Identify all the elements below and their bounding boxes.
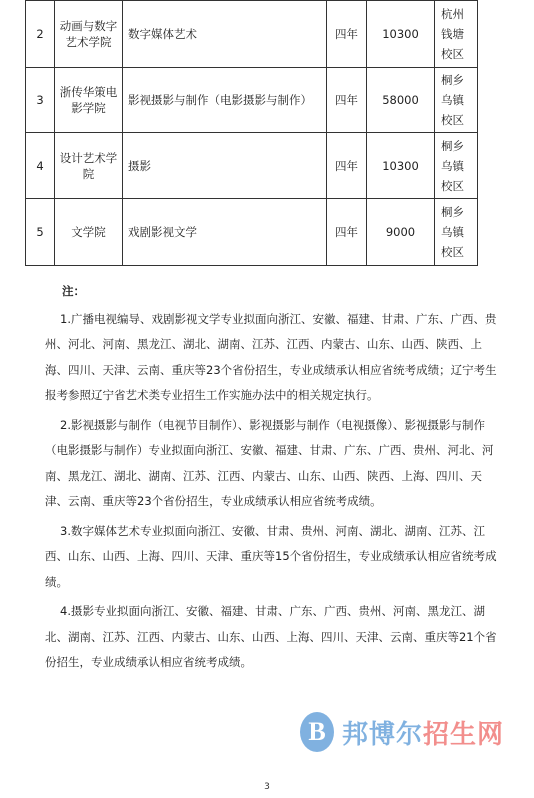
campus: 杭州钱塘校区 xyxy=(435,1,478,68)
major-name: 戏剧影视文学 xyxy=(123,199,327,266)
college-name: 设计艺术学院 xyxy=(55,133,123,199)
table-row xyxy=(26,68,478,133)
college-name: 文学院 xyxy=(55,199,123,266)
tuition-fee: 10300 xyxy=(367,1,435,68)
notes-section xyxy=(45,279,503,680)
major-name: 摄影 xyxy=(123,133,327,199)
campus: 桐乡乌镇校区 xyxy=(435,133,478,199)
note-item: 3.数字媒体艺术专业拟面向浙江、安徽、甘肃、贵州、河南、湖北、湖南、江苏、江西、山东、山西、上海、四川、天津、重庆等15个省份招生，专业成绩承认相应省统考成绩。 xyxy=(45,523,497,589)
watermark-logo-icon: B xyxy=(300,712,334,752)
table-row xyxy=(26,1,478,68)
site-watermark xyxy=(300,706,532,758)
campus: 桐乡乌镇校区 xyxy=(435,199,478,266)
table-row xyxy=(26,133,478,199)
row-number: 5 xyxy=(26,199,55,266)
duration: 四年 xyxy=(327,68,367,133)
duration: 四年 xyxy=(327,199,367,266)
college-name: 浙传华策电影学院 xyxy=(55,68,123,133)
table-row xyxy=(26,199,478,266)
row-number: 3 xyxy=(26,68,55,133)
row-number: 4 xyxy=(26,133,55,199)
duration: 四年 xyxy=(327,1,367,68)
watermark-text-accent: 招生网 xyxy=(423,719,505,750)
note-item: 1.广播电视编导、戏剧影视文学专业拟面向浙江、安徽、福建、甘肃、广东、广西、贵州、河北、河南、黑龙江、湖北、湖南、江苏、江西、内蒙古、山东、山西、陕西、上海、四川、天津、云南、重庆等23个省份招生，专业成绩承认相应省统考成绩；辽宁考生报考参照辽宁省艺术类专业招生工作实施办法中的相关规定执行。 xyxy=(45,311,497,402)
tuition-fee: 58000 xyxy=(367,68,435,133)
majors-table xyxy=(25,0,478,266)
watermark-text-main: 邦博尔 xyxy=(342,719,424,750)
row-number: 2 xyxy=(26,1,55,68)
watermark-text xyxy=(342,714,504,751)
tuition-fee: 9000 xyxy=(367,199,435,266)
major-name: 影视摄影与制作（电影摄影与制作） xyxy=(123,68,327,133)
college-name: 动画与数字艺术学院 xyxy=(55,1,123,68)
page-number: 3 xyxy=(264,782,270,792)
campus: 桐乡乌镇校区 xyxy=(435,68,478,133)
tuition-fee: 10300 xyxy=(367,133,435,199)
duration: 四年 xyxy=(327,133,367,199)
note-item: 2.影视摄影与制作（电视节目制作）、影视摄影与制作（电视摄像）、影视摄影与制作（电影摄影与制作）专业拟面向浙江、安徽、福建、甘肃、广东、广西、贵州、河北、河南、黑龙江、湖北、湖南、江苏、江西、内蒙古、山东、山西、陕西、上海、四川、天津、云南、重庆等23个省份招生，专业成绩承认相应省统考成绩。 xyxy=(45,417,494,508)
major-name: 数字媒体艺术 xyxy=(123,1,327,68)
note-item: 4.摄影专业拟面向浙江、安徽、福建、甘肃、广东、广西、贵州、河南、黑龙江、湖北、湖南、江苏、江西、内蒙古、山东、山西、上海、四川、天津、云南、重庆等21个省份招生，专业成绩承认相应省统考成绩。 xyxy=(45,604,497,669)
notes-heading: 注： xyxy=(62,284,85,298)
